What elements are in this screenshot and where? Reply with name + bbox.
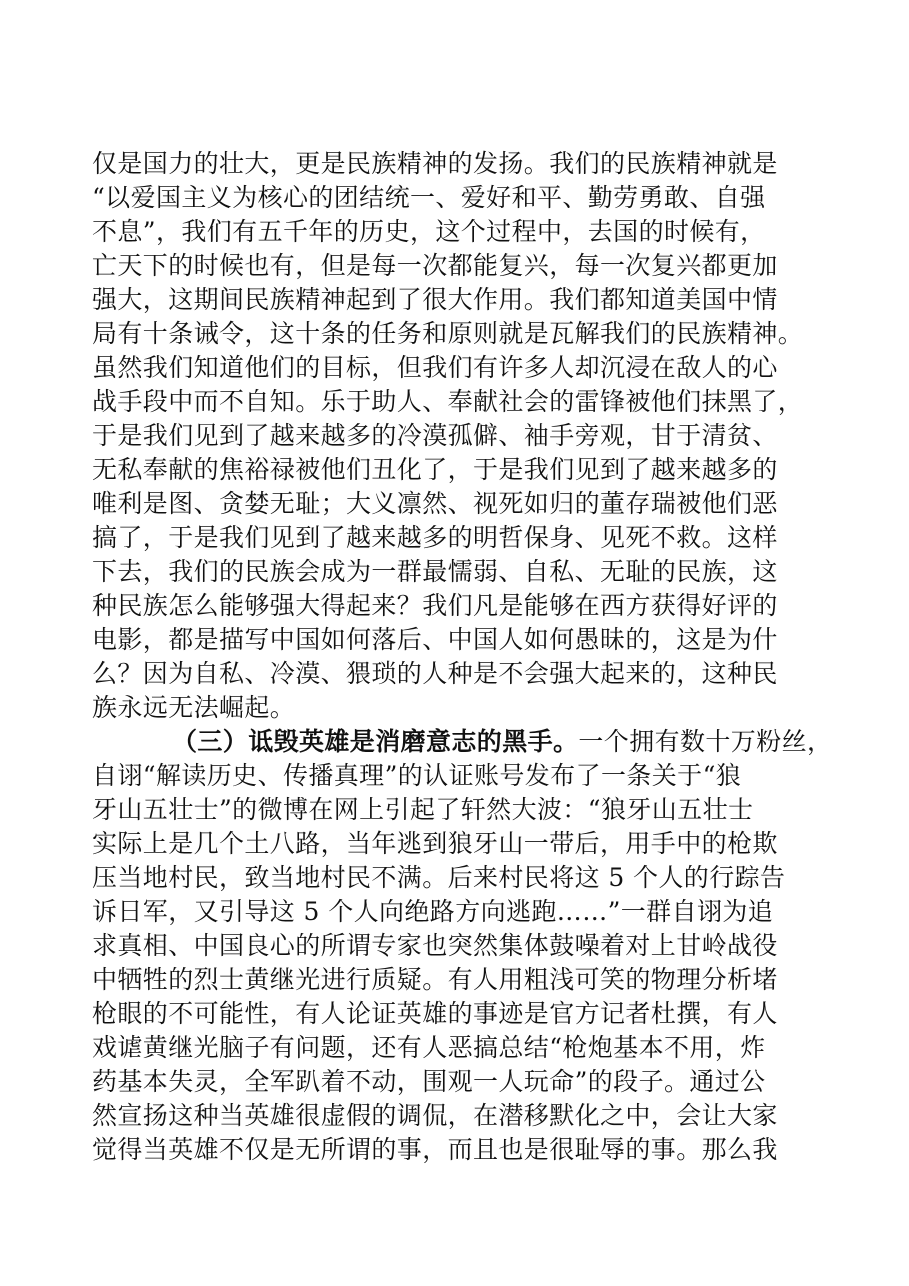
text-line: 实际上是几个土八路，当年逃到狼牙山一带后，用手中的枪欺 xyxy=(92,829,778,858)
text-line: 电影，都是描写中国如何落后、中国人如何愚昧的，这是为什 xyxy=(92,625,778,654)
text-line: 戏谑黄继光脑子有问题，还有人恶搞总结“枪炮基本不用，炸 xyxy=(92,1033,766,1062)
text-line: 自诩“解读历史、传播真理”的认证账号发布了一条关于“狼 xyxy=(92,761,742,790)
text-line: 无私奉献的焦裕禄被他们丑化了，于是我们见到了越来越多的 xyxy=(92,455,778,484)
text-line: 中牺牲的烈士黄继光进行质疑。有人用粗浅可笑的物理分析堵 xyxy=(92,965,778,994)
text-line: 觉得当英雄不仅是无所谓的事，而且也是很耻辱的事。那么我 xyxy=(92,1135,778,1164)
text-line: 药基本失灵，全军趴着不动，围观一人玩命”的段子。通过公 xyxy=(92,1067,766,1096)
text-line: 求真相、中国良心的所谓专家也突然集体鼓噪着对上甘岭战役 xyxy=(92,931,778,960)
text-line: 种民族怎么能够强大得起来？我们凡是能够在西方获得好评的 xyxy=(92,591,778,620)
text-line: 局有十条诫令，这十条的任务和原则就是瓦解我们的民族精神。 xyxy=(92,319,804,348)
text-line: 诉日军，又引导这 5 个人向绝路方向逃跑……”一群自诩为追 xyxy=(92,897,774,926)
text-line: 虽然我们知道他们的目标，但我们有许多人却沉浸在敌人的心 xyxy=(92,353,778,382)
text-line: 族永远无法崛起。 xyxy=(92,693,296,722)
section-first-line-text: 一个拥有数十万粉丝， xyxy=(578,727,833,756)
text-line: 于是我们见到了越来越多的冷漠孤僻、袖手旁观，甘于清贫、 xyxy=(92,421,778,450)
text-line: 唯利是图、贪婪无耻；大义凛然、视死如归的董存瑞被他们恶 xyxy=(92,489,778,518)
body-text xyxy=(92,147,833,1167)
text-line: 么？因为自私、冷漠、猥琐的人种是不会强大起来的，这种民 xyxy=(92,659,778,688)
section-heading: （三）诋毁英雄是消磨意志的黑手。 xyxy=(172,727,579,756)
text-line: 牙山五壮士”的微博在网上引起了轩然大波：“狼牙山五壮士 xyxy=(92,795,754,824)
section-first-line xyxy=(92,725,833,759)
text-line: 然宣扬这种当英雄很虚假的调侃，在潜移默化之中，会让大家 xyxy=(92,1101,778,1130)
text-line: 不息”，我们有五千年的历史，这个过程中，去国的时候有， xyxy=(92,217,766,246)
text-line: 战手段中而不自知。乐于助人、奉献社会的雷锋被他们抹黑了， xyxy=(92,387,804,416)
text-line: 枪眼的不可能性，有人论证英雄的事迹是官方记者杜撰，有人 xyxy=(92,999,778,1028)
text-line: 压当地村民，致当地村民不满。后来村民将这 5 个人的行踪告 xyxy=(92,863,786,892)
text-line: 强大，这期间民族精神起到了很大作用。我们都知道美国中情 xyxy=(92,285,778,314)
text-line: 亡天下的时候也有，但是每一次都能复兴，每一次复兴都更加 xyxy=(92,251,778,280)
text-line: 下去，我们的民族会成为一群最懦弱、自私、无耻的民族，这 xyxy=(92,557,778,586)
text-line: “以爱国主义为核心的团结统一、爱好和平、勤劳勇敢、自强 xyxy=(92,183,766,212)
text-line: 仅是国力的壮大，更是民族精神的发扬。我们的民族精神就是 xyxy=(92,149,778,178)
text-line: 搞了，于是我们见到了越来越多的明哲保身、见死不救。这样 xyxy=(92,523,778,552)
